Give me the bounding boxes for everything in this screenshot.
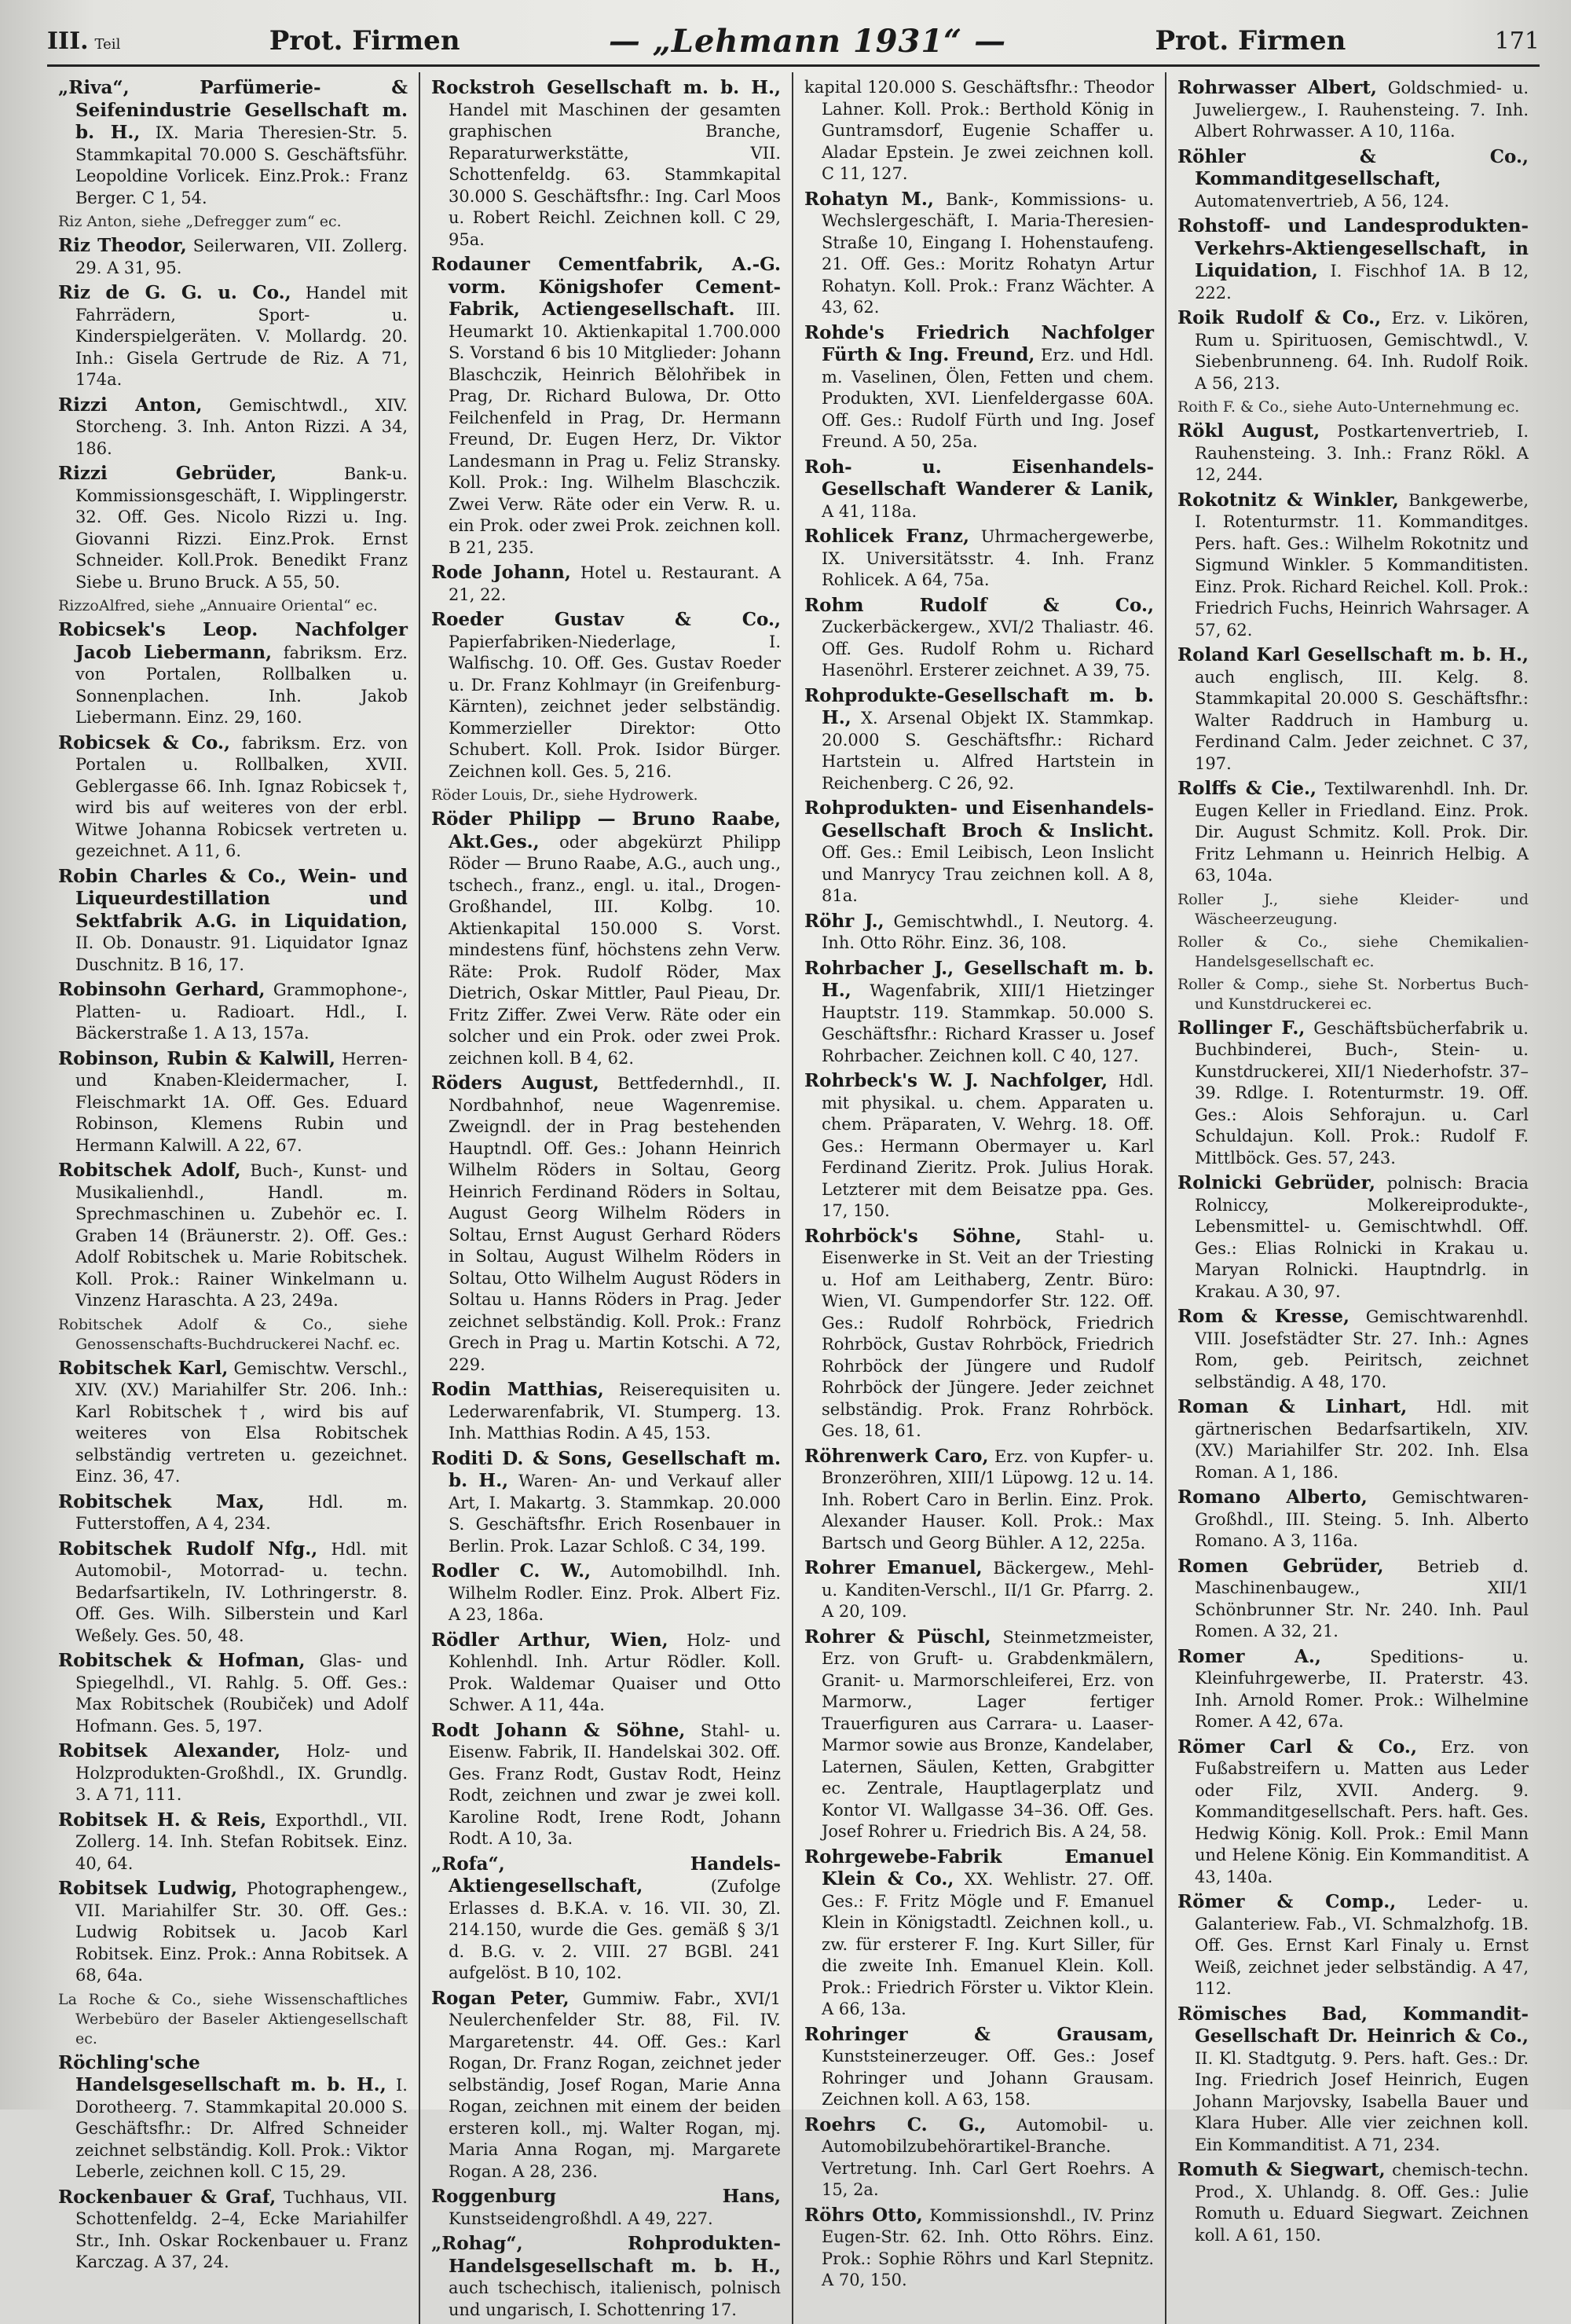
directory-entry xyxy=(804,685,1154,795)
entry-firm-name: Rodauner Cementfabrik, A.-G. vorm. Königshofer Cement-Fabrik, Actiengesellschaft. xyxy=(431,254,781,320)
directory-entry xyxy=(431,1853,781,1985)
entry-firm-name: Romen Gebrüder, xyxy=(1177,1555,1384,1577)
entry-firm-name: „Rofa“, Handels- Aktiengesellschaft, xyxy=(431,1853,781,1897)
center-title: — „Lehmann 1931“ — xyxy=(608,22,1007,60)
entry-firm-name: Roeder Gustav & Co., xyxy=(431,609,781,630)
entry-firm-name: Roman & Linhart, xyxy=(1177,1396,1408,1417)
entry-details: Gemischtwarenhdl. VIII. Josefstädter Str. 27. Inh.: Agnes Rom, geb. Peiritsch, zeichnet selbständig. A 48, 170. xyxy=(1195,1307,1529,1391)
entry-details: A 41, 118a. xyxy=(822,501,917,521)
entry-details: Waren- An- und Verkauf aller Art, I. Makartg. 3. Stammkap. 20.000 S. Geschäftsfhr. Erich Rosenbauer in Berlin. Prok. Lazar Schloß. C 34, 199. xyxy=(449,1472,781,1556)
directory-entry xyxy=(804,1626,1154,1843)
entry-details: IX. Maria Theresien-Str. 5. Stammkapital 70.000 S. Geschäftsführ. Leopoldine Vorlicek. Einz.Prok.: Franz Berger. C 1, 54. xyxy=(75,123,408,207)
entry-details: Handel mit Maschinen der gesamten graphischen Branche, Reparaturwerkstätte, VII. Schottenfeldg. 63. Stammkapital 30.000 S. Geschäftsfhr.: Ing. Carl Moos u. Robert Reichl. Zeichnen koll. C 29, 95a. xyxy=(449,100,781,249)
entry-details: Hdl. m. Futterstoffen, A 4, 234. xyxy=(75,1492,408,1533)
directory-entry xyxy=(1177,77,1529,143)
entry-firm-name: Rode Johann, xyxy=(431,562,571,583)
entry-firm-name: Riz Theodor, xyxy=(58,235,187,256)
entry-details: fabriksm. Erz. von Portalen u. Rollbalken, XVII. Geblergasse 66. Inh. Ignaz Robicsek †, wird bis auf weiteres von der erbl. Witwe Johanna Robicsek vertreten u. gezeichnet. A 11, 6. xyxy=(75,733,408,860)
entry-firm-name: Roggenburg Hans, xyxy=(431,2186,781,2207)
entry-firm-name: Röhrs Otto, xyxy=(804,2204,923,2226)
directory-entry xyxy=(804,1226,1154,1442)
entry-firm-name: Rohrwasser Albert, xyxy=(1177,77,1377,98)
directory-entry xyxy=(58,1358,408,1488)
entry-firm-name: Röders August, xyxy=(431,1072,599,1094)
directory-entry xyxy=(804,2114,1154,2201)
entry-firm-name: Rohlicek Franz, xyxy=(804,526,969,547)
directory-entry xyxy=(804,1446,1154,1555)
directory-entry xyxy=(431,562,781,606)
entry-firm-name: Röder Philipp — Bruno Raabe, Akt.Ges., xyxy=(431,808,781,852)
entry-details: Steinmetzmeister, Erz. von Gruft- u. Grabdenkmälern, Granit- u. Marmorschleiferei, Erz. von Marmorw., Lager fertiger Trauerfiguren aus Carrara- u. Laaser-Marmor sowie aus Bronze, Kandelaber, Laternen, Säulen, Ketten, Grabgitter ec. Zentrale, Hauptlagerplatz und Kontor VI. Wallgasse 34–36. Off. Ges. Josef Rohrer u. Friedrich Bis. A 24, 58. xyxy=(822,1627,1154,1841)
entry-firm-name: Robicsek & Co., xyxy=(58,731,230,753)
entry-details: XX. Wehlistr. 27. Off. Ges.: F. Fritz Mögle und F. Emanuel Klein in Königstadtl. Zeichnen koll., u. zw. für ersterer F. Ing. Kurt Siller, für die zweite Inh. Emanuel Klein. Koll. Prok.: Friedrich Förster u. Viktor Klein. A 66, 13a. xyxy=(822,1870,1154,2018)
directory-entry xyxy=(804,958,1154,1068)
entry-firm-name: Rohrer & Püschl, xyxy=(804,1626,991,1648)
entry-firm-name: Roditi D. & Sons, Gesellschaft m. b. H., xyxy=(431,1447,781,1491)
entry-details: Betrieb d. Maschinenbaugew., XII/1 Schönbrunner Str. Nr. 240. Inh. Paul Romen. A 32, 21. xyxy=(1195,1556,1529,1640)
directory-entry xyxy=(804,526,1154,592)
entry-firm-name: Romer A., xyxy=(1177,1645,1321,1667)
entry-details: Photographengew., VII. Mariahilfer Str. 30. Off. Ges.: Ludwig Robitsek u. Jacob Karl Robitsek. Einz. Prok.: Anna Robitsek. A 68, 64a. xyxy=(75,1879,408,1985)
entry-details: Riz Anton, siehe „Defregger zum“ ec. xyxy=(58,213,342,230)
directory-entry xyxy=(431,1560,781,1626)
entry-firm-name: Robin Charles & Co., Wein- und Liqueurdestillation und Sektfabrik A.G. in Liquidation, xyxy=(58,865,408,932)
directory-entry xyxy=(804,2205,1154,2292)
directory-entry xyxy=(58,77,408,209)
entry-details: Geschäftsbücherfabrik u. Buchbinderei, Buch-, Stein- u. Kunstdruckerei, XII/1 Niederhofstr. 37–39. Rdlge. I. Rotenturmstr. 19. Off. Ges.: Alois Sehforajun. u. Carl Schuldajun. Koll. Prok.: Rudolf F. Mittlböck. Ges. 57, 243. xyxy=(1195,1018,1529,1167)
entry-details: Kunstseidengroßhdl. A 49, 227. xyxy=(449,2209,713,2228)
entry-details: Gemischtwdl., XIV. Storcheng. 3. Inh. Anton Rizzi. A 34, 186. xyxy=(75,395,408,458)
entry-firm-name: Röhr J., xyxy=(804,910,884,932)
entry-firm-name: Rohrbacher J., Gesellschaft m. b. H., xyxy=(804,957,1154,1001)
entry-details: Off. Ges.: Emil Leibisch, Leon Inslicht und Manrycy Trau zeichnen koll. A 8, 81a. xyxy=(822,843,1154,905)
directory-entry xyxy=(58,1491,408,1535)
entry-details: (Zufolge Erlasses d. B.K.A. v. 16. VII. 30, Zl. 214.150, wurde die Ges. gemäß § 3/1 d. B.G. v. 2. VIII. 27 BGBl. 241 aufgelöst. B 10, 102. xyxy=(449,1877,781,1982)
entry-details: Erz. und Hdl. m. Vaselinen, Ölen, Fetten und chem. Produkten, XVI. Lienfeldergasse 60A. Off. Ges.: Rudolf Fürth und Ing. Josef Freund. A 50, 25a. xyxy=(822,346,1154,451)
entry-details: Automobilhdl. Inh. Wilhelm Rodler. Einz. Prok. Albert Fiz. A 23, 186a. xyxy=(449,1562,781,1624)
directory-columns xyxy=(47,72,1540,2319)
directory-entry xyxy=(58,1538,408,1648)
directory-entry xyxy=(431,254,781,559)
entry-firm-name: Römisches Bad, Kommandit-Gesellschaft Dr. Heinrich & Co., xyxy=(1177,2003,1529,2047)
directory-entry xyxy=(804,1557,1154,1623)
entry-firm-name: Robitschek Rudolf Nfg., xyxy=(58,1538,318,1560)
directory-entry xyxy=(1177,1306,1529,1393)
directory-entry xyxy=(58,866,408,977)
entry-firm-name: Robicsek's Leop. Nachfolger Jacob Liebermann, xyxy=(58,619,408,663)
entry-details: III. Heumarkt 10. Aktienkapital 1.700.000 S. Vorstand 6 bis 10 Mitglieder: Johann Blaschczik, Heinrich Bělohřibek in Prag, Dr. Richard Bulowa, Dr. Otto Feilchenfeld in Prag, Dr. Hermann Freund, Dr. Eugen Herz, Dr. Viktor Landesmann in Prag u. Feliz Stransky. Koll. Prok.: Ing. Wilhelm Blaschczik. Zwei Verw. Räte oder ein Verw. R. u. ein Prok. oder zwei Prok. zeichnen koll. B 21, 235. xyxy=(449,300,781,557)
entry-firm-name: Rolnicki Gebrüder, xyxy=(1177,1172,1375,1193)
entry-details: Holz- und Holzprodukten-Großhdl., IX. Grundlg. 3. A 71, 111. xyxy=(75,1742,408,1804)
entry-details: Goldschmied- u. Juweliergew., I. Rauhensteing. 7. Inh. Albert Rohrwasser. A 10, 116a. xyxy=(1195,79,1529,141)
directory-entry xyxy=(1177,644,1529,775)
directory-entry xyxy=(58,463,408,593)
entry-firm-name: Roehrs C. G., xyxy=(804,2113,987,2135)
directory-entry xyxy=(431,1988,781,2183)
directory-entry xyxy=(58,2187,408,2274)
entry-firm-name: Rollinger F., xyxy=(1177,1017,1306,1039)
directory-entry xyxy=(1177,1891,1529,2000)
entry-details: X. Arsenal Objekt IX. Stammkap. 20.000 S. Geschäftsfhr.: Richard Hartstein u. Alfred Hartstein in Reichenberg. C 26, 92. xyxy=(822,709,1154,793)
entry-details: chemisch-techn. Prod., X. Uhlandg. 8. Off. Ges.: Julie Romuth u. Eduard Siegwart. Zeichnen koll. A 61, 150. xyxy=(1195,2161,1529,2245)
directory-entry xyxy=(1177,1736,1529,1889)
directory-entry xyxy=(58,1809,408,1875)
entry-details: Handel mit Fahrrädern, Sport- u. Kinderspielgeräten. V. Mollardg. 20. Inh.: Gisela Gertrude de Riz. A 71, 174a. xyxy=(75,284,408,389)
entry-details: Robitschek Adolf & Co., siehe Genossenschafts-Buchdruckerei Nachf. ec. xyxy=(58,1315,408,1353)
entry-details: Roller & Co., siehe Chemikalien-Handelsgesellschaft ec. xyxy=(1177,933,1529,970)
entry-details: Leder- u. Galanteriew. Fab., VI. Schmalzhofg. 1B. Off. Ges. Ernst Karl Finaly u. Ernst Weiß, zeichnet jeder selbständig. A 47, 112. xyxy=(1195,1893,1529,1998)
entry-details: Exporthdl., VII. Zollerg. 14. Inh. Stefan Robitsek. Einz. 40, 64. xyxy=(75,1810,408,1873)
column-4 xyxy=(1166,72,1540,2324)
directory-entry xyxy=(1177,933,1529,972)
entry-firm-name: Röhrenwerk Caro, xyxy=(804,1445,989,1467)
entry-details: Kunststeinerzeuger. Off. Ges.: Josef Rohringer und Johann Grausam. Zeichnen koll. A 63, 158. xyxy=(822,2047,1154,2109)
entry-firm-name: Rom & Kresse, xyxy=(1177,1306,1350,1327)
directory-entry xyxy=(1177,1017,1529,1170)
directory-entry xyxy=(431,2186,781,2230)
entry-firm-name: Riz de G. G. u. Co., xyxy=(58,282,291,303)
column-2 xyxy=(420,72,793,2324)
entry-firm-name: Rogan Peter, xyxy=(431,1987,569,2009)
directory-entry xyxy=(1177,215,1529,304)
page-header xyxy=(47,17,1540,67)
entry-details: Gemischtwhdl., I. Neutorg. 4. Inh. Otto Röhr. Einz. 36, 108. xyxy=(822,911,1154,952)
entry-details: auch englisch, III. Kelg. 8. Stammkapital 20.000 S. Geschäftsfhr.: Walter Raddruch in Hamburg u. Ferdinand Calm. Jeder zeichnet. C 37, 197. xyxy=(1195,667,1529,773)
directory-entry xyxy=(1177,146,1529,213)
entry-details: kapital 120.000 S. Geschäftsfhr.: Theodor Lahner. Koll. Prok.: Berthold König in Guntramsdorf, Eugenie Schaffer u. Aladar Epstein. Je zwei zeichnen koll. C 11, 127. xyxy=(804,78,1154,183)
entry-firm-name: „Rohag“, Rohprodukten-Handelsgesellschaft m. b. H., xyxy=(431,2233,781,2277)
entry-details: Textilwarenhdl. Inh. Dr. Eugen Keller in Friedland. Einz. Prok. Dir. August Schmitz. Koll. Prok. Dir. Fritz Lehmann u. Heinrich Helbig. A 63, 104a. xyxy=(1195,779,1529,885)
entry-details: Grammophone-, Platten- u. Radioart. Hdl., I. Bäckerstraße 1. A 13, 157a. xyxy=(75,981,408,1043)
entry-firm-name: Röchling'sche Handelsgesellschaft m. b. H., xyxy=(58,2051,386,2095)
part-number: III. xyxy=(47,27,89,55)
entry-details: Stahl- u. Eisenw. Fabrik, II. Handelskai 302. Off. Ges. Franz Rodt, Gustav Rodt, Heinz Rodt, zeichnen und zwar je zwei koll. Karoline Rodt, Irene Rodt, Johann Rodt. A 10, 3a. xyxy=(449,1721,781,1848)
directory-entry xyxy=(431,1379,781,1445)
entry-firm-name: Romano Alberto, xyxy=(1177,1486,1368,1508)
entry-firm-name: Robitsek Ludwig, xyxy=(58,1878,238,1899)
entry-details: Erz. von Fußabstreifern u. Matten aus Leder oder Filz, XVII. Anderg. 9. Kommanditgesellschaft. Pers. haft. Ges. Hedwig König. Koll. Prok.: Emil Mann und Helene König. Ein Kommanditist. A 43, 140a. xyxy=(1195,1737,1529,1886)
entry-firm-name: Robinson, Rubin & Kalwill, xyxy=(58,1047,336,1069)
entry-firm-name: Rohstoff- und Landesprodukten-Verkehrs-Aktiengesellschaft, in Liquidation, xyxy=(1177,215,1529,281)
entry-firm-name: Rohde's Friedrich Nachfolger Fürth & Ing. Freund, xyxy=(804,321,1154,365)
entry-details: Roith F. & Co., siehe Auto-Unternehmung ec. xyxy=(1177,398,1520,416)
entry-firm-name: Roh- u. Eisenhandels- Gesellschaft Wanderer & Lanik, xyxy=(804,456,1154,500)
directory-entry xyxy=(1177,1556,1529,1643)
entry-details: Hdl. mit Automobil-, Motorrad- u. techn. Bedarfsartikeln, IV. Lothringerstr. 8. Off. Ges. Wilh. Silberstein und Karl Weßely. Ges. 50, 48. xyxy=(75,1539,408,1645)
directory-entry xyxy=(58,1315,408,1354)
directory-entry xyxy=(1177,398,1529,417)
directory-entry xyxy=(431,609,781,783)
entry-details: Automatenvertrieb, A 56, 124. xyxy=(1195,191,1450,211)
entry-details: Speditions- u. Kleinfuhrgewerbe, II. Praterstr. 43. Inh. Arnold Romer. Prok.: Wilhelmine Romer. A 42, 67a. xyxy=(1195,1647,1529,1731)
directory-entry xyxy=(1177,2003,1529,2157)
entry-details: Reiserequisiten u. Lederwarenfabrik, VI. Stumperg. 13. Inh. Matthias Rodin. A 45, 153. xyxy=(449,1380,781,1442)
entry-details: Hotel u. Restaurant. A 21, 22. xyxy=(449,563,781,604)
entry-firm-name: Rockenbauer & Graf, xyxy=(58,2186,276,2208)
directory-entry xyxy=(804,456,1154,523)
entry-firm-name: Rödler Arthur, Wien, xyxy=(431,1629,668,1651)
directory-entry xyxy=(1177,1646,1529,1733)
directory-entry xyxy=(804,595,1154,682)
directory-entry xyxy=(58,1048,408,1157)
entry-details: Zuckerbäckergew., XVI/2 Thaliastr. 46. Off. Ges. Rudolf Rohm u. Richard Hasenöhrl. Ersterer zeichnet. A 39, 75. xyxy=(822,618,1154,680)
entry-firm-name: Rohrer Emanuel, xyxy=(804,1557,983,1578)
directory-entry xyxy=(1177,307,1529,394)
entry-details: Roller & Comp., siehe St. Norbertus Buch- und Kunstdruckerei ec. xyxy=(1177,975,1529,1013)
entry-details: Gummiw. Fabr., XVI/1 Neulerchenfelder Str. 88, Fil. IV. Margaretenstr. 44. Off. Ges.: Karl Rogan, Dr. Franz Rogan, zeichnet jeder selbständig, Josef Rogan, Marie Anna Rogan, zeichnen mit einem der beiden ersteren koll., mj. Walter Rogan, mj. Maria Anna Rogan, mj. Margarete Rogan. A 28, 236. xyxy=(449,1989,781,2181)
entry-details: Stahl- u. Eisenwerke in St. Veit an der Triesting u. Hof am Leithaberg, Zentr. Büro: Wien, VI. Gumpendorfer Str. 122. Off. Ges.: Rudolf Rohrböck, Friedrich Rohrböck, Gustav Rohrböck, Friedrich Rohrböck der Jüngere und Rudolf Rohrböck der Jüngere. Jeder zeichnet selbständig. Prok. Franz Rohrböck. Ges. 18, 61. xyxy=(822,1226,1154,1440)
entry-details: Bank-u. Kommissionsgeschäft, I. Wipplingerstr. 32. Off. Ges. Nicolo Rizzi u. Ing. Giovanni Rizzi. Einz.Prok. Ernst Schneider. Koll.Prok. Benedikt Franz Siebe u. Bruno Bruck. A 55, 50. xyxy=(75,464,408,592)
entry-firm-name: Robitschek Karl, xyxy=(58,1357,229,1379)
directory-entry xyxy=(804,1070,1154,1222)
directory-entry xyxy=(804,911,1154,955)
entry-firm-name: Röhler & Co., Kommanditgesellschaft, xyxy=(1177,145,1529,189)
entry-details: Röder Louis, Dr., siehe Hydrowerk. xyxy=(431,786,698,804)
entry-firm-name: Roik Rudolf & Co., xyxy=(1177,307,1382,328)
entry-details: Postkartenvertrieb, I. Rauhensteing. 3. Inh.: Franz Rökl. A 12, 244. xyxy=(1195,422,1529,484)
part-label xyxy=(47,27,120,55)
directory-entry xyxy=(1177,890,1529,929)
entry-details: Wagenfabrik, XIII/1 Hietzinger Hauptstr. 119. Stammkap. 50.000 S. Geschäftsfhr.: Richard Krasser u. Josef Rohrbacher. Zeichnen koll. C 40, 127. xyxy=(822,981,1154,1065)
entry-details: Bettfedernhdl., II. Nordbahnhof, neue Wagenremise. Zweigndl. der in Prag bestehenden Hauptndl. Off. Ges.: Johann Heinrich Wilhelm Röders in Soltau, Georg Heinrich Ferdinand Röders in Soltau, August Georg Wilhelm Röders in Soltau, Ernst August Gerhard Röders in Soltau, August Wilhelm Röders in Soltau, Otto Wilhelm August Röders in Soltau u. Hanns Röders in Prag. Jeder zeichnet selbständig. Koll. Prok.: Franz Grech in Prag u. Martin Kotschi. A 72, 229. xyxy=(449,1074,781,1374)
directory-entry xyxy=(804,2024,1154,2111)
entry-firm-name: Robitschek Adolf, xyxy=(58,1160,241,1181)
entry-firm-name: Robitsek Alexander, xyxy=(58,1740,281,1761)
entry-firm-name: Rohatyn M., xyxy=(804,188,934,210)
directory-entry xyxy=(58,282,408,391)
entry-firm-name: Rokotnitz & Winkler, xyxy=(1177,489,1399,511)
entry-details: Bank-, Kommissions- u. Wechslergeschäft, I. Maria-Theresien-Straße 10, Eingang I. Hohenstaufeng. 21. Off. Ges.: Moritz Rohatyn Artur Rohatyn. Koll. Prok.: Franz Wächter. A 43, 62. xyxy=(822,189,1154,317)
directory-entry xyxy=(431,1072,781,1376)
directory-entry xyxy=(431,786,781,805)
entry-firm-name: Rodin Matthias, xyxy=(431,1379,604,1400)
entry-firm-name: Römer & Comp., xyxy=(1177,1891,1397,1912)
entry-details: La Roche & Co., siehe Wissenschaftliches Werbebüro der Baseler Aktiengesellschaft ec. xyxy=(58,1990,408,2047)
directory-entry xyxy=(58,619,408,729)
entry-firm-name: „Riva“, Parfümerie- & Seifenindustrie Gesellschaft m. b. H., xyxy=(58,77,408,143)
entry-details: II. Ob. Donaustr. 91. Liquidator Ignaz Duschnitz. B 16, 17. xyxy=(75,933,408,974)
directory-entry xyxy=(1177,420,1529,486)
directory-entry xyxy=(804,1846,1154,2021)
directory-entry xyxy=(804,77,1154,185)
entry-firm-name: Rohprodukten- und Eisenhandels-Gesellschaft Broch & Inslicht. xyxy=(804,797,1154,841)
entry-firm-name: Robitsek H. & Reis, xyxy=(58,1809,267,1831)
entry-firm-name: Robitschek Max, xyxy=(58,1490,265,1512)
entry-firm-name: Rökl August, xyxy=(1177,420,1320,442)
entry-firm-name: Rizzi Anton, xyxy=(58,394,203,416)
directory-entry xyxy=(58,1990,408,2049)
page-number: 171 xyxy=(1494,27,1540,55)
directory-entry xyxy=(431,1629,781,1717)
entry-details: Erz. v. Likören, Rum u. Spirituosen, Gemischtwdl., V. Siebenbrunneng. 64. Inh. Rudolf Roik. A 56, 213. xyxy=(1195,309,1529,393)
directory-entry xyxy=(431,77,781,251)
directory-entry xyxy=(58,1160,408,1312)
directory-entry xyxy=(58,212,408,232)
right-running-title: Prot. Firmen xyxy=(1155,25,1346,57)
entry-details: RizzoAlfred, siehe „Annuaire Oriental“ ec. xyxy=(58,597,378,614)
entry-details: Bankgewerbe, I. Rotenturmstr. 11. Kommanditges. Pers. haft. Ges.: Wilhelm Rokotnitz und Sigmund Winkler. 5 Kommanditisten. Einz. Prok. Richard Reichel. Koll. Prok.: Friedrich Fuchs, Heinrich Wahrsager. A 57, 62. xyxy=(1195,490,1529,640)
directory-entry xyxy=(1177,489,1529,642)
entry-details: Erz. von Kupfer- u. Bronzeröhren, XIII/1 Lüpowg. 12 u. 14. Inh. Robert Caro in Berlin. Einz. Prok. Alexander Hauser. Koll. Prok.: Max Bartsch und Georg Bühler. A 12, 225a. xyxy=(822,1446,1154,1552)
entry-details: Gemischtw. Verschl., XIV. (XV.) Mariahilfer Str. 206. Inh.: Karl Robitschek †, wird bis auf weiteres von Elsa Robitschek selbständig vertreten u. gezeichnet. Einz. 36, 47. xyxy=(75,1358,408,1486)
directory-entry xyxy=(58,394,408,460)
entry-details: oder abgekürzt Philipp Röder — Bruno Raabe, A.G., auch ung., tschech., franz., engl. u. ital., Drogen-Großhandel, III. Kolbg. 10. Aktienkapital 150.000 S. Vorst. mindestens fünf, höchstens zehn Verw. Räte: Prok. Rudolf Röder, Max Dietrich, Oskar Mittler, Paul Pieau, Dr. Fritz Ziffer. Zwei Verw. Räte oder ein solcher und ein Prok. oder zwei Prok. zeichnen koll. B 4, 62. xyxy=(449,832,781,1068)
directory-entry xyxy=(58,979,408,1045)
entry-details: Uhrmachergewerbe, IX. Universitätsstr. 4. Inh. Franz Rohlicek. A 64, 75a. xyxy=(822,527,1154,589)
directory-entry xyxy=(1177,1396,1529,1483)
directory-entry xyxy=(431,1720,781,1850)
entry-details: Roller J., siehe Kleider- und Wäscheerzeugung. xyxy=(1177,890,1529,928)
directory-entry xyxy=(1177,1172,1529,1303)
directory-entry xyxy=(1177,778,1529,887)
entry-firm-name: Rizzi Gebrüder, xyxy=(58,463,277,484)
entry-details: fabriksm. Erz. von Portalen, Rollbalken u. Sonnenplachen. Inh. Jakob Liebermann. Einz. 29, 160. xyxy=(75,643,408,727)
entry-details: Hdl. mit physikal. u. chem. Apparaten u. chem. Präparaten, V. Wehrg. 18. Off. Ges.: Hermann Obermayer u. Karl Ferdinand Zieritz. Prok. Julius Horak. Letzterer mit dem Beisatze ppa. Ges. 17, 150. xyxy=(822,1072,1154,1220)
part-suffix: Teil xyxy=(94,35,121,53)
directory-entry xyxy=(58,596,408,616)
directory-entry xyxy=(431,1448,781,1558)
entry-firm-name: Rohrgewebe-Fabrik Emanuel Klein & Co., xyxy=(804,1846,1154,1890)
entry-details: II. Kl. Stadtgutg. 9. Pers. haft. Ges.: Dr. Ing. Friedrich Josef Heinrich, Eugen Johann Marjovsky, Isabella Bauer und Klara Huber. Alle vier zeichnen koll. Ein Kommanditist. A 71, 234. xyxy=(1195,2048,1529,2154)
directory-entry xyxy=(1177,975,1529,1014)
entry-details: I. Fischhof 1A. B 12, 222. xyxy=(1195,262,1529,302)
directory-entry xyxy=(431,2233,781,2321)
directory-entry xyxy=(1177,2159,1529,2246)
entry-firm-name: Römer Carl & Co., xyxy=(1177,1736,1417,1758)
entry-firm-name: Rockstroh Gesellschaft m. b. H., xyxy=(431,77,781,98)
entry-details: polnisch: Bracia Rolniccy, Molkereiprodukte-, Lebensmittel- u. Gemischtwhdl. Off. Ges.: Elias Rolnicki in Krakau u. Maryan Rolnicki. Hauptndrlg. in Krakau. A 30, 97. xyxy=(1195,1174,1529,1301)
directory-entry xyxy=(58,1878,408,1987)
entry-details: Automobil- u. Automobilzubehörartikel-Branche. Vertretung. Inh. Carl Gert Roehrs. A 15, 2a. xyxy=(822,2115,1154,2199)
entry-details: Tuchhaus, VII. Schottenfeldg. 2–4, Ecke Mariahilfer Str., Inh. Oskar Rockenbauer u. Franz Karczag. A 37, 24. xyxy=(75,2187,408,2271)
entry-details: Bäckergew., Mehl- u. Kanditen-Verschl., II/1 Gr. Pfarrg. 2. A 20, 109. xyxy=(822,1559,1154,1621)
entry-details: Seilerwaren, VII. Zollerg. 29. A 31, 95. xyxy=(75,236,408,277)
directory-entry xyxy=(804,322,1154,453)
entry-details: Holz- und Kohlenhdl. Inh. Artur Rödler. Koll. Prok. Waldemar Quaiser und Otto Schwer. A 11, 44a. xyxy=(449,1630,781,1714)
entry-firm-name: Rohm Rudolf & Co., xyxy=(804,594,1154,616)
directory-entry xyxy=(431,808,781,1069)
entry-details: Gemischtwaren-Großhdl., III. Steing. 5. Inh. Alberto Romano. A 3, 116a. xyxy=(1195,1488,1529,1550)
entry-details: Kommissionshdl., IV. Prinz Eugen-Str. 62. Inh. Otto Röhrs. Einz. Prok.: Sophie Röhrs und Karl Stepnitz. A 70, 150. xyxy=(822,2205,1154,2289)
entry-details: Herren- und Knaben-Kleidermacher, I. Fleischmarkt 1A. Off. Ges. Eduard Robinson, Klemens Rubin und Hermann Kalwill. A 22, 67. xyxy=(75,1049,408,1155)
entry-firm-name: Rodler C. W., xyxy=(431,1560,591,1582)
directory-entry xyxy=(1177,1486,1529,1552)
entry-firm-name: Rohringer & Grausam, xyxy=(804,2023,1154,2045)
entry-details: Hdl. mit gärtnerischen Bedarfsartikeln, XIV. (XV.) Mariahilfer Str. 202. Inh. Elsa Roman. A 1, 186. xyxy=(1195,1398,1529,1482)
entry-details: Papierfabriken-Niederlage, I. Walfischg. 10. Off. Ges. Gustav Roeder u. Dr. Franz Kohlmayr (in Greifenburg-Kärnten), zeichnet jeder selbständig. Kommerzieller Direktor: Otto Schubert. Koll. Prok. Isidor Bürger. Zeichnen koll. Ges. 5, 216. xyxy=(449,632,781,781)
entry-firm-name: Rohprodukte-Gesellschaft m. b. H., xyxy=(804,684,1154,728)
entry-firm-name: Rolffs & Cie., xyxy=(1177,778,1317,799)
directory-entry xyxy=(58,2052,408,2183)
entry-details: Buch-, Kunst- und Musikalienhdl., Handl. m. Sprechmaschinen u. Zubehör ec. I. Graben 14 (Bräunerstr. 2). Off. Ges.: Adolf Robitschek u. Marie Robitschek. Koll. Prok.: Rainer Winkelmann u. Vinzenz Haraschta. A 23, 249a. xyxy=(75,1161,408,1310)
column-3 xyxy=(793,72,1166,2324)
entry-firm-name: Romuth & Siegwart, xyxy=(1177,2159,1386,2180)
directory-entry xyxy=(804,797,1154,907)
entry-firm-name: Rohrbeck's W. J. Nachfolger, xyxy=(804,1070,1108,1091)
left-running-title: Prot. Firmen xyxy=(269,25,460,57)
directory-entry xyxy=(804,189,1154,319)
column-1 xyxy=(47,72,420,2324)
entry-firm-name: Roland Karl Gesellschaft m. b. H., xyxy=(1177,644,1529,665)
directory-entry xyxy=(58,1650,408,1737)
entry-firm-name: Robinsohn Gerhard, xyxy=(58,979,265,1000)
directory-entry xyxy=(58,1740,408,1806)
entry-details: I. Dorotheerg. 7. Stammkapital 20.000 S. Geschäftsfhr.: Dr. Alfred Schneider zeichnet selbständig. Koll. Prok.: Viktor Leberle, zeichnen koll. C 15, 29. xyxy=(75,2076,408,2181)
entry-firm-name: Rodt Johann & Söhne, xyxy=(431,1719,686,1741)
directory-entry xyxy=(58,732,408,863)
entry-details: Glas- und Spiegelhdl., VI. Rahlg. 5. Off. Ges.: Max Robitschek (Roubiček) und Adolf Hofmann. Ges. 5, 197. xyxy=(75,1651,408,1736)
directory-entry xyxy=(58,235,408,279)
entry-details: auch tschechisch, italienisch, polnisch und ungarisch, I. Schottenring 17. xyxy=(449,2278,781,2319)
entry-firm-name: Rohrböck's Söhne, xyxy=(804,1225,1022,1247)
entry-firm-name: Robitschek & Hofman, xyxy=(58,1650,306,1671)
